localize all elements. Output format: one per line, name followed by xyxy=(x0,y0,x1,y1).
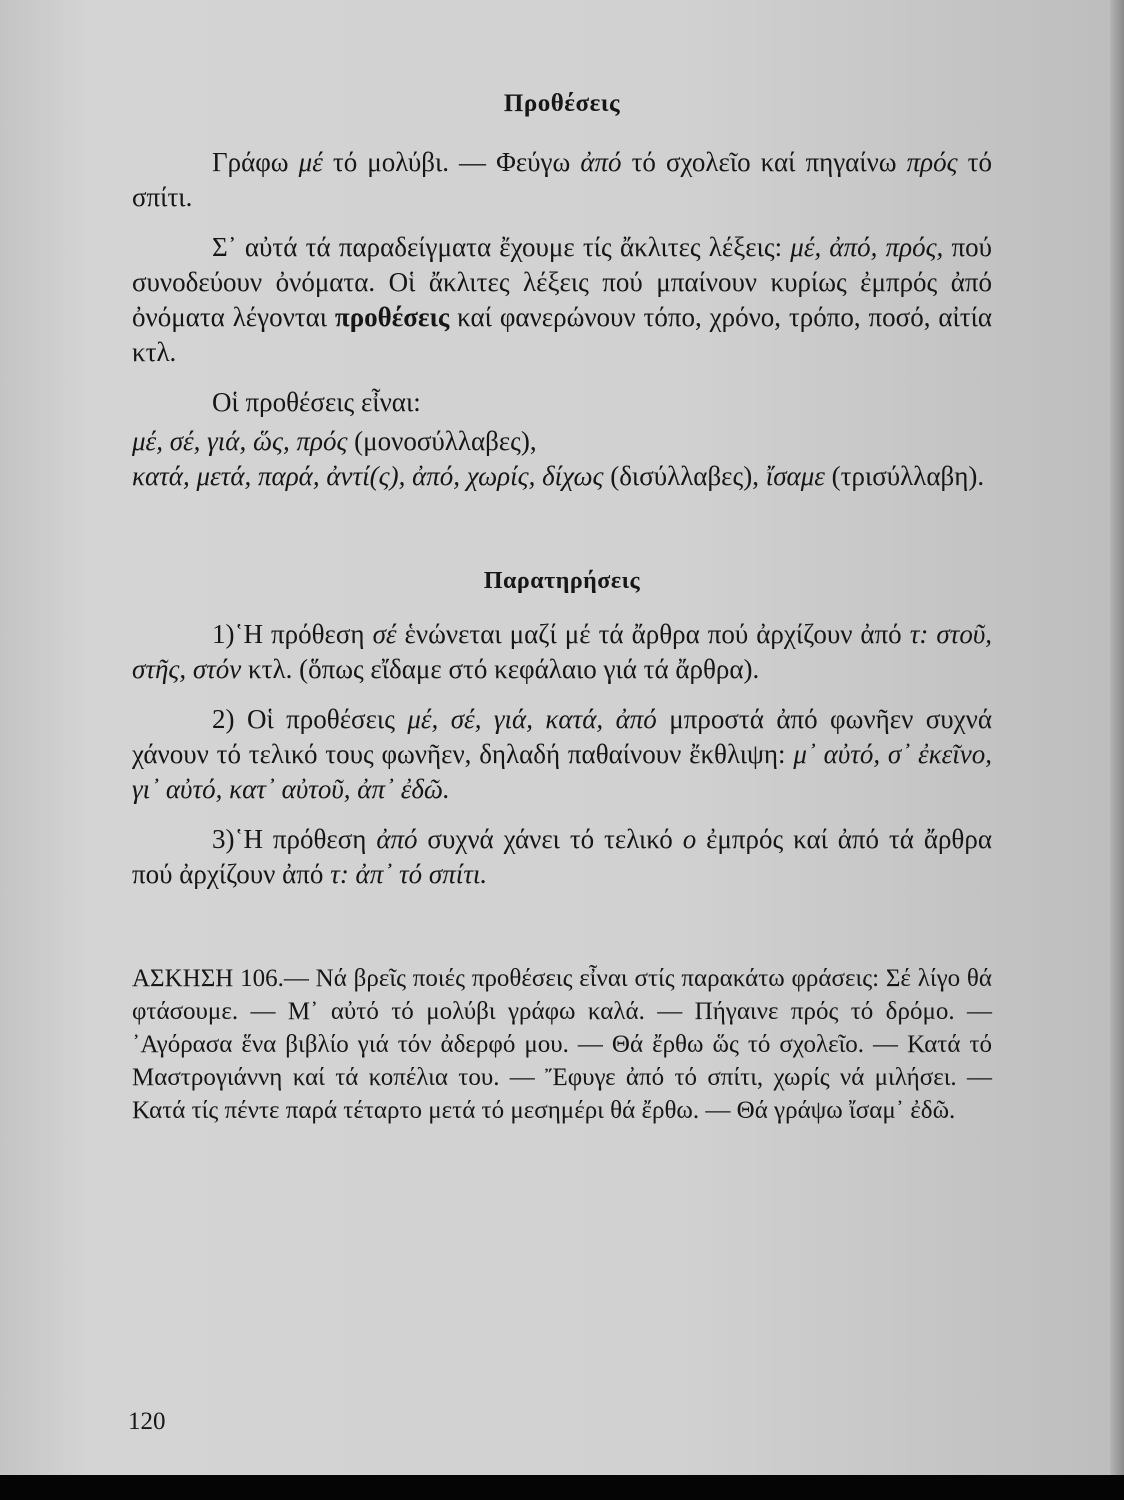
note-2: 2) Οἱ προθέσεις μέ, σέ, γιά, κατά, ἀπό μπροστά ἀπό φωνῆεν συχνά χάνουν τό τελικό τους φωνῆεν, δηλαδή παθαίνουν ἔκθλιψη: μ᾽ αὐτό, σ᾽ ἐκεῖνο, γι᾽ αὐτό, κατ᾽ αὐτοῦ, ἀπ᾽ ἐδῶ. xyxy=(132,704,992,804)
scan-border xyxy=(0,1475,1124,1500)
paragraph-list-intro: Οἱ προθέσεις εἶναι: xyxy=(212,387,421,417)
paragraph-examples: Γράφω μέ τό μολύβι. — Φεύγω ἀπό τό σχολεῖο καί πηγαίνω πρός τό σπίτι. xyxy=(132,147,992,212)
page-edge xyxy=(1110,0,1124,1475)
subsection-title: Παρατηρήσεις xyxy=(483,568,641,594)
note-3: 3)῾Η πρόθεση ἀπό συχνά χάνει τό τελικό ο ἐμπρός καί ἀπό τά ἄρθρα πού ἀρχίζουν ἀπό τ: ἀπ᾽ τό σπίτι. xyxy=(132,824,992,889)
page-number: 120 xyxy=(128,1408,166,1435)
section-title: Προθέσεις xyxy=(503,90,621,117)
list-monosyllabic: μέ, σέ, γιά, ὥς, πρός (μονοσύλλαβες), xyxy=(132,426,537,456)
page-content xyxy=(132,86,992,1142)
paragraph-definition: Σ᾽ αὐτά τά παραδείγματα ἔχουμε τίς ἄκλιτες λέξεις: μέ, ἀπό, πρός, πού συνοδεύουν ὀνόματα. Οἱ ἄκλιτες λέξεις πού μπαίνουν κυρίως ἐμπρός ἀπό ὀνόματα λέγονται προθέσεις καί φανερώνουν τόπο, χρόνο, τρόπο, ποσό, αἰτία κτλ. xyxy=(132,232,992,367)
exercise-106: ΑΣΚΗΣΗ 106.— Νά βρεῖς ποιές προθέσεις εἶναι στίς παρακάτω φράσεις: Σέ λίγο θά φτάσουμε. — Μ᾽ αὐτό τό μολύβι γράφω καλά. — Πήγαινε πρός τό δρόμο. — ᾽Αγόρασα ἕνα βιβλίο γιά τόν ἀδερφό μου. — Θά ἔρθω ὥς τό σχολεῖο. — Κατά τό Μαστρογιάννη καί τά κοπέλια του. — Ἔφυγε ἀπό τό σπίτι, χωρίς νά μιλήσει. — Κατά τίς πέντε παρά τέταρτο μετά τό μεσημέρι θά ἔρθω. — Θά γράψω ἴσαμ᾽ ἐδῶ. xyxy=(132,965,992,1124)
list-disyllabic: κατά, μετά, παρά, ἀντί(ς), ἀπό, χωρίς, δίχως (δισύλλαβες), ἴσαμε (τρισύλλαβη). xyxy=(132,461,985,491)
note-1: 1)῾Η πρόθεση σέ ἑνώνεται μαζί μέ τά ἄρθρα πού ἀρχίζουν ἀπό τ: στοῦ, στῆς, στόν κτλ. (ὅπως εἴδαμε στό κεφάλαιο γιά τά ἄρθρα). xyxy=(132,619,992,684)
term-protheseis: προθέσεις xyxy=(334,302,450,332)
